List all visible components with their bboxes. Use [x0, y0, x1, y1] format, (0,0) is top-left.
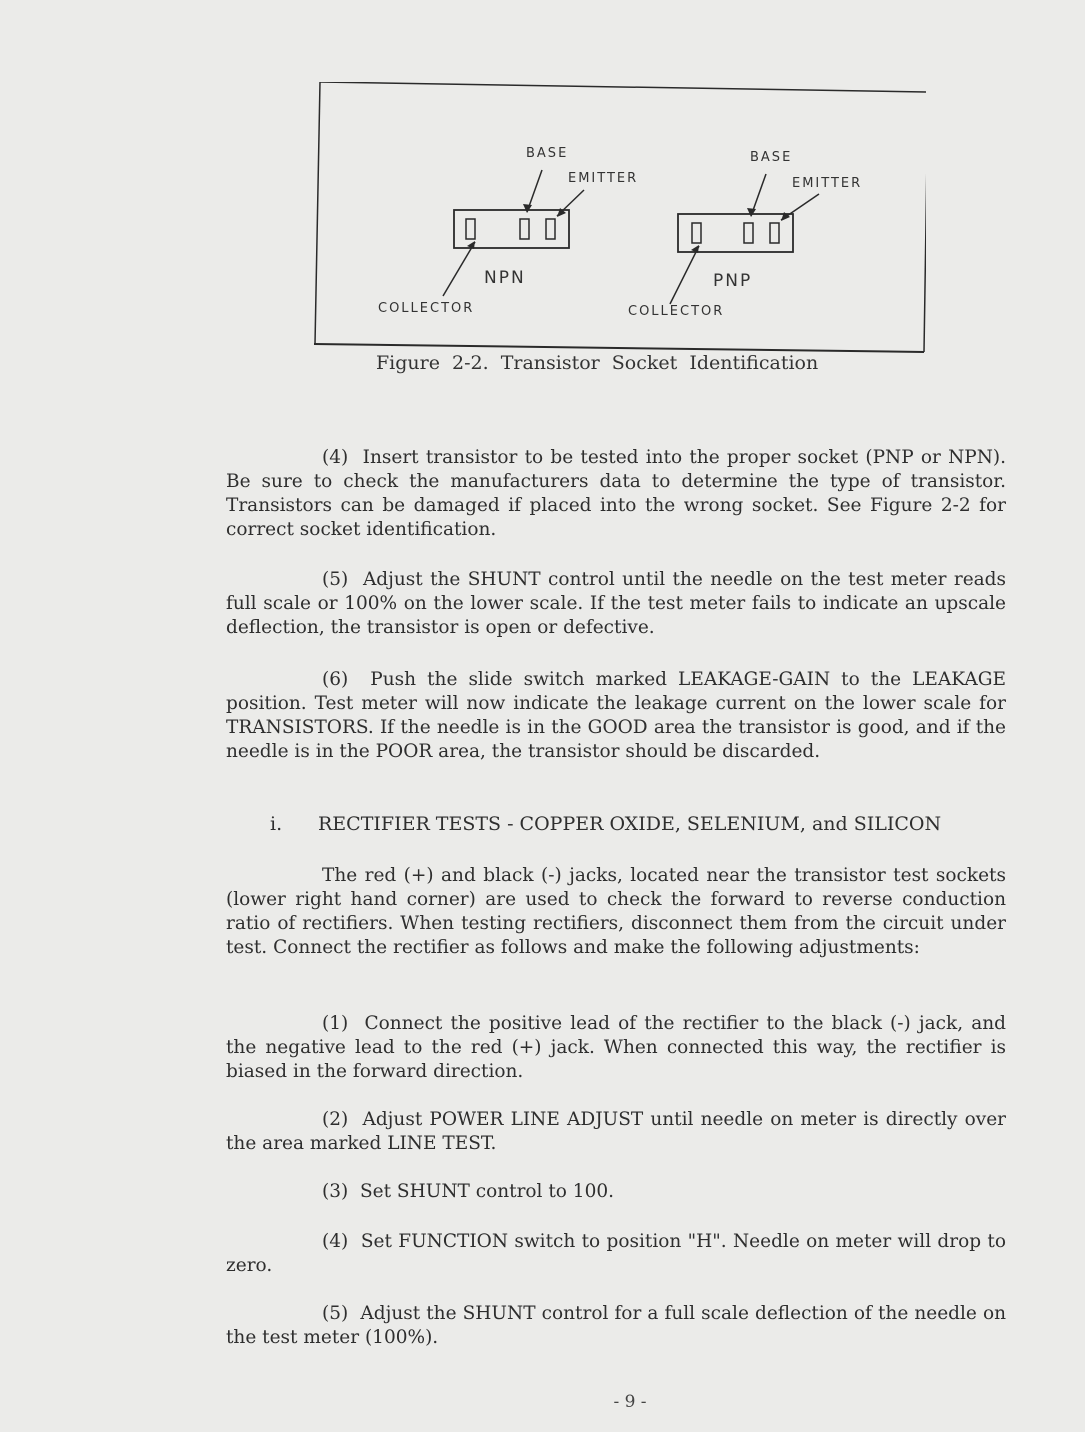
step-text: Adjust the SHUNT control until the needle on the test meter reads full scale or 100% on the lower scale. If the test meter fails to indicate an upscale deflection, the transistor is open or defective.	[226, 569, 1007, 638]
pnp-collector-pin	[692, 223, 701, 243]
step-text: Set SHUNT control to 100.	[359, 1181, 614, 1202]
npn-emitter-label: EMITTER	[568, 171, 639, 186]
step-text: Set FUNCTION switch to position "H". Needle on meter will drop to zero.	[226, 1231, 1006, 1276]
npn-collector-leader	[443, 242, 475, 296]
pnp-collector-leader	[670, 246, 699, 304]
pnp-socket-body	[678, 214, 793, 252]
transistor-step-4	[226, 446, 1006, 542]
step-number: (5)	[322, 569, 349, 590]
section-number: i.	[270, 813, 283, 835]
step-text: Connect the positive lead of the rectifier to the black (-) jack, and the negative lead to the red (+) jack. When connected this way, the rectifier is biased in the forward direction.	[226, 1013, 1007, 1082]
page-number: - 9 -	[613, 1392, 647, 1412]
step-number: (3)	[322, 1181, 349, 1202]
pnp-base-arrow	[747, 208, 756, 217]
step-text: Adjust POWER LINE ADJUST until needle on meter is directly over the area marked LINE TEST.	[226, 1109, 1006, 1154]
rectifier-step-2	[226, 1108, 1006, 1156]
npn-type-label: NPN	[484, 268, 526, 288]
frame-right	[924, 92, 926, 352]
step-text: Insert transistor to be tested into the proper socket (PNP or NPN). Be sure to check the manufacturers data to determine the type of transistor. Transistors can be damaged if placed into the wrong socket. See Figure 2-2 for correct socket identification.	[226, 447, 1006, 540]
rectifier-step-1	[226, 1012, 1006, 1084]
pnp-base-pin	[744, 223, 753, 243]
npn-emitter-pin	[546, 219, 555, 239]
step-number: (2)	[322, 1109, 349, 1130]
pnp-type-label: PNP	[713, 271, 753, 291]
npn-base-label: BASE	[526, 146, 569, 161]
transistor-socket-figure	[314, 82, 926, 354]
step-number: (6)	[322, 669, 349, 690]
step-number: (5)	[322, 1303, 349, 1324]
transistor-step-6	[226, 668, 1006, 764]
step-text: Push the slide switch marked LEAKAGE-GAIN to the LEAKAGE position. Test meter will now indicate the leakage current on the lower scale for TRANSISTORS. If the needle is in the GOOD area the transistor is good, and if the needle is in the POOR area, the transistor should be discarded.	[226, 669, 1006, 762]
frame-top	[320, 82, 926, 92]
npn-collector-label: COLLECTOR	[378, 301, 475, 316]
frame-bottom	[314, 344, 924, 352]
rectifier-step-4	[226, 1230, 1006, 1278]
section-title: RECTIFIER TESTS - COPPER OXIDE, SELENIUM, and SILICON	[318, 813, 942, 835]
npn-socket-body	[454, 210, 569, 248]
npn-collector-pin	[466, 219, 475, 239]
intro-text: The red (+) and black (-) jacks, located near the transistor test sockets (lower right hand corner) are used to check the forward to reverse conduction ratio of rectifiers. When testing rectifiers, disconnect them from the circuit under test. Connect the rectifier as follows and make the following adjustments:	[226, 865, 1006, 958]
section-heading	[270, 813, 1010, 835]
pnp-base-label: BASE	[750, 150, 793, 165]
frame-left	[315, 82, 320, 344]
npn-base-pin	[520, 219, 529, 239]
step-number: (4)	[322, 447, 349, 468]
pnp-emitter-label: EMITTER	[792, 176, 863, 191]
pnp-emitter-pin	[770, 223, 779, 243]
figure-caption: Figure 2-2. Transistor Socket Identification	[376, 352, 819, 374]
rectifier-intro	[226, 864, 1006, 960]
rectifier-step-3	[226, 1180, 1006, 1204]
rectifier-step-5	[226, 1302, 1006, 1350]
step-number: (1)	[322, 1013, 349, 1034]
pnp-collector-label: COLLECTOR	[628, 304, 725, 319]
step-number: (4)	[322, 1231, 349, 1252]
npn-base-arrow	[523, 204, 532, 213]
transistor-step-5	[226, 568, 1006, 640]
step-text: Adjust the SHUNT control for a full scale deflection of the needle on the test meter (100%).	[226, 1303, 1007, 1348]
